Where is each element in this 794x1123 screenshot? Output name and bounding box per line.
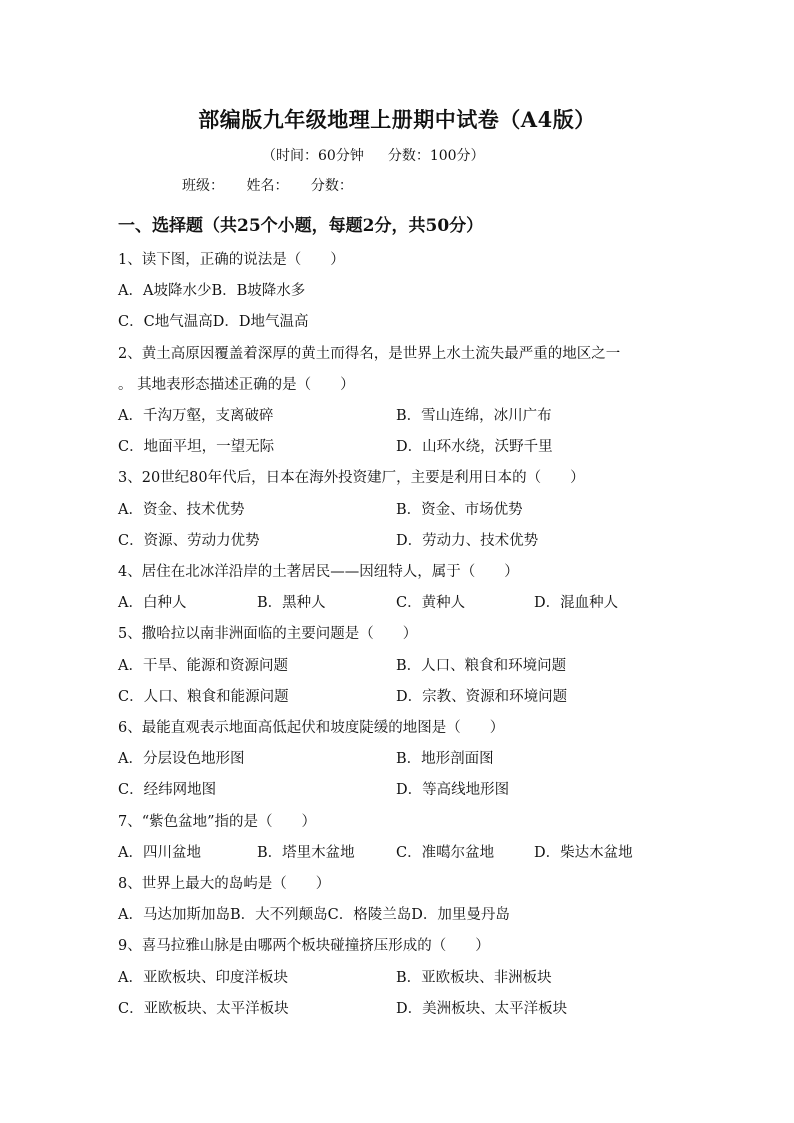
time-label: （时间：60分钟: [262, 148, 364, 164]
question-8-stem: 8、世界上最大的岛屿是（ ）: [118, 876, 331, 892]
question-8-options: A．马达加斯加岛B．大不列颠岛C．格陵兰岛D．加里曼丹岛: [118, 907, 510, 923]
question-3-option-c: C．资源、劳动力优势: [118, 533, 260, 549]
question-6-option-b: B．地形剖面图: [396, 751, 494, 767]
question-5-option-c: C．人口、粮食和能源问题: [118, 689, 289, 705]
score-label: 分数：100分）: [387, 148, 485, 164]
question-7-option-b: B．塔里木盆地: [257, 845, 355, 861]
question-1-options-ab: A．A坡降水少B．B坡降水多: [118, 283, 306, 299]
question-4-option-a: A．白种人: [118, 595, 187, 611]
question-7-option-c: C．准噶尔盆地: [396, 845, 495, 861]
exam-meta: [262, 145, 509, 165]
class-label: 班级：: [182, 178, 224, 194]
question-5-option-a: A．干旱、能源和资源问题: [118, 658, 288, 674]
question-5-option-d: D．宗教、资源和环境问题: [396, 689, 568, 705]
question-5-stem: 5、撒哈拉以南非洲面临的主要问题是（ ）: [118, 626, 418, 642]
question-2-stem-line2: 。 其地表形态描述正确的是（ ）: [118, 377, 355, 393]
question-3-option-d: D．劳动力、技术优势: [396, 533, 539, 549]
section-heading: 一、选择题（共25个小题，每题2分，共50分）: [118, 216, 484, 236]
question-9-stem: 9、喜马拉雅山脉是由哪两个板块碰撞挤压形成的（ ）: [118, 938, 490, 954]
question-6-option-d: D．等高线地形图: [396, 782, 510, 798]
question-1-options-cd: C．C地气温高D．D地气温高: [118, 314, 309, 330]
question-2-option-a: A．千沟万壑，支离破碎: [118, 408, 274, 424]
question-2-option-b: B．雪山连绵，冰川广布: [396, 408, 552, 424]
question-9-option-b: B．亚欧板块、非洲板块: [396, 970, 552, 986]
question-3-option-b: B．资金、市场优势: [396, 502, 523, 518]
question-2-option-d: D．山环水绕，沃野千里: [396, 439, 553, 455]
question-6-option-c: C．经纬网地图: [118, 782, 217, 798]
grade-label: 分数：: [310, 178, 353, 194]
name-label: 姓名：: [246, 178, 289, 194]
question-4-stem: 4、居住在北冰洋沿岸的土著居民——因纽特人，属于（ ）: [118, 564, 519, 580]
question-9-option-a: A．亚欧板块、印度洋板块: [118, 970, 288, 986]
question-2-option-c: C．地面平坦，一望无际: [118, 439, 275, 455]
question-3-stem: 3、20世纪80年代后，日本在海外投资建厂，主要是利用日本的（ ）: [118, 470, 585, 486]
question-7-option-a: A．四川盆地: [118, 845, 201, 861]
question-9-option-d: D．美洲板块、太平洋板块: [396, 1001, 568, 1017]
question-6-option-a: A．分层设色地形图: [118, 751, 245, 767]
question-6-stem: 6、最能直观表示地面高低起伏和坡度陡缓的地图是（ ）: [118, 720, 505, 736]
question-3-option-a: A．资金、技术优势: [118, 502, 245, 518]
question-2-stem-line1: 2、黄土高原因覆盖着深厚的黄土而得名，是世界上水土流失最严重的地区之一: [118, 346, 621, 362]
page-title: 部编版九年级地理上册期中试卷（A4版）: [198, 107, 596, 132]
question-4-option-c: C．黄种人: [396, 595, 466, 611]
question-7-option-d: D．柴达木盆地: [534, 845, 633, 861]
student-info: [182, 175, 371, 195]
question-7-stem: 7、“紫色盆地”指的是（ ）: [118, 814, 317, 830]
question-9-option-c: C．亚欧板块、太平洋板块: [118, 1001, 289, 1017]
question-1-stem: 1、读下图，正确的说法是（ ）: [118, 252, 345, 268]
question-4-option-d: D．混血种人: [534, 595, 619, 611]
question-5-option-b: B．人口、粮食和环境问题: [396, 658, 567, 674]
question-4-option-b: B．黑种人: [257, 595, 326, 611]
